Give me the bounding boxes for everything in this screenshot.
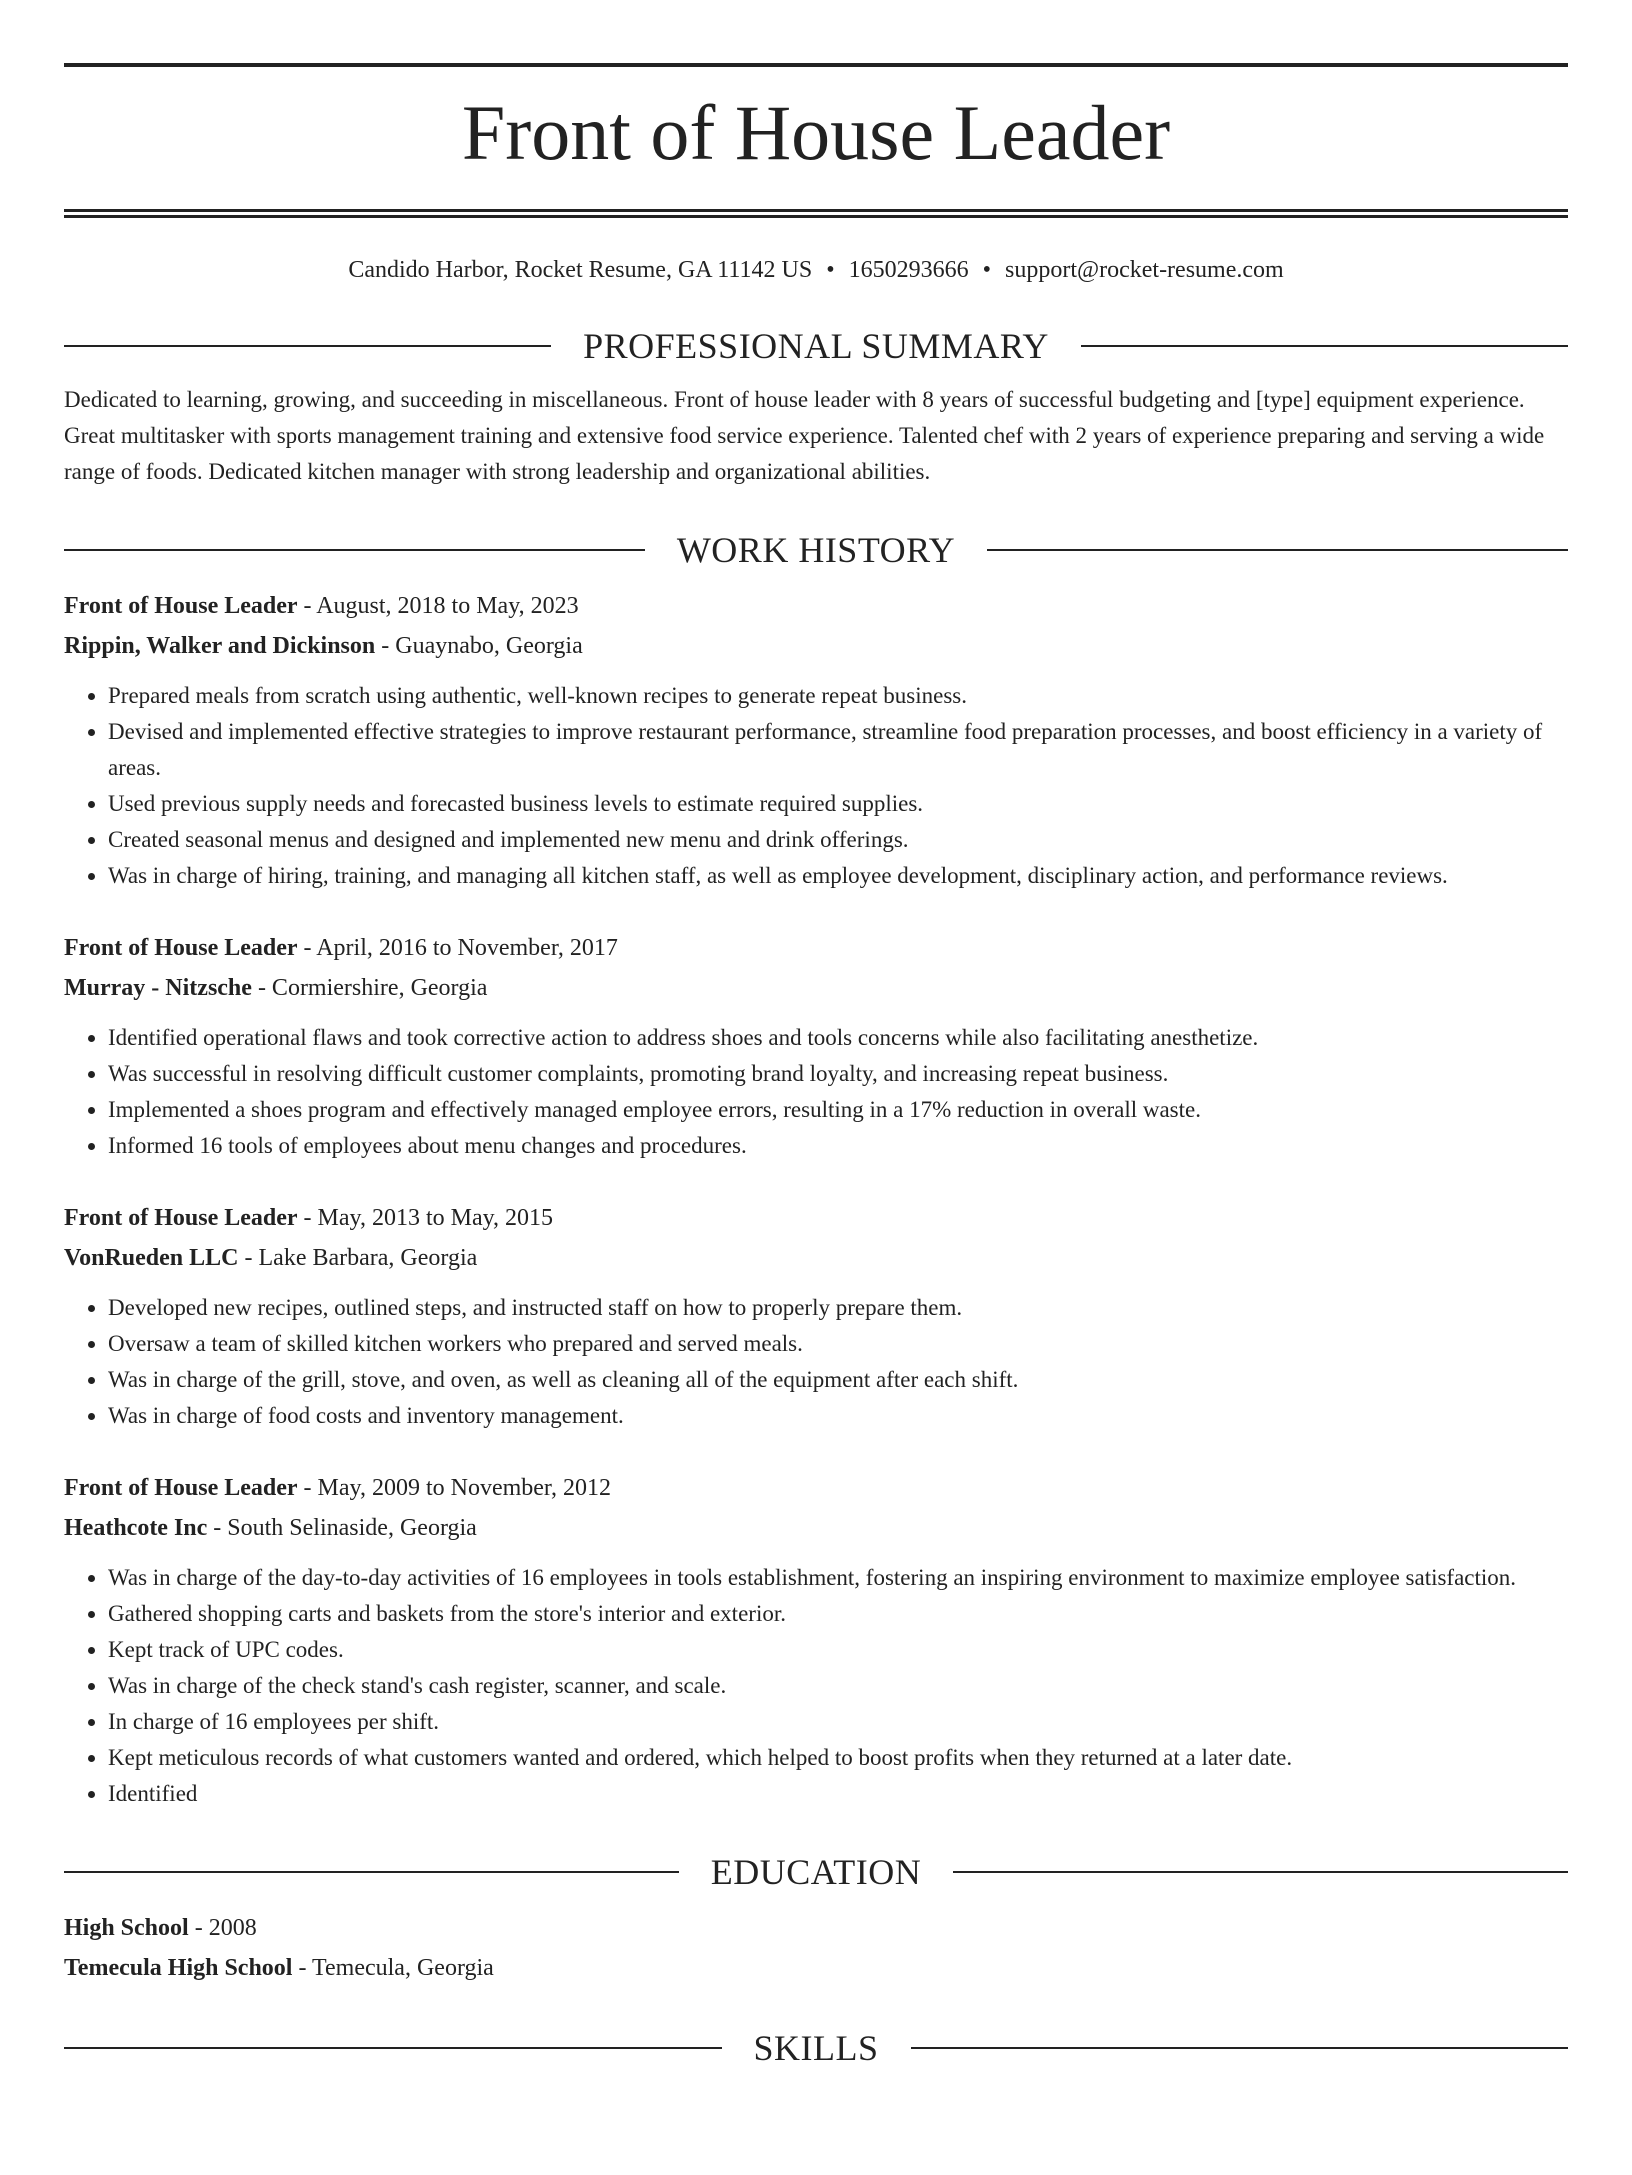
education-school-line <box>64 1948 1568 1988</box>
job-bullet: • Oversaw a team of skilled kitchen workers who prepared and served meals. <box>108 1326 1568 1362</box>
contact-separator: • <box>982 257 991 283</box>
job-bullet: • Was in charge of hiring, training, and managing all kitchen staff, as well as employee development, disciplinary action, and performance reviews. <box>108 858 1568 894</box>
heading-rule-left <box>64 549 645 551</box>
job-entry <box>64 586 1568 894</box>
job-bullet: • Was in charge of the day-to-day activities of 16 employees in tools establishment, fostering an inspiring environment to maximize employee satisfaction. <box>108 1560 1568 1596</box>
job-bullet-list <box>64 678 1568 894</box>
job-location: - Lake Barbara, Georgia <box>238 1245 478 1271</box>
job-location: - Guaynabo, Georgia <box>375 633 583 659</box>
heading-rule-right <box>953 1871 1568 1873</box>
heading-rule-left <box>64 1871 679 1873</box>
summary-text: Dedicated to learning, growing, and succeeding in miscellaneous. Front of house leader with 8 years of successful budgeting and [type] equipment experience. Great multitasker with sports management training and extensive food service experience. Talented chef with 2 years of experience preparing and serving a wide range of foods. Dedicated kitchen manager with strong leadership and organizational abilities. <box>64 387 1545 484</box>
job-bullet: • Identified operational flaws and took corrective action to address shoes and tools concerns while also facilitating anesthetize. <box>108 1020 1568 1056</box>
contact-address: Candido Harbor, Rocket Resume, GA 11142 US <box>348 257 813 283</box>
job-bullet: • Kept meticulous records of what customers wanted and ordered, which helped to boost profits when they returned at a later date. <box>108 1740 1568 1776</box>
summary-section-heading <box>64 324 1568 368</box>
job-company: Heathcote Inc <box>64 1515 208 1541</box>
resume-title: Front of House Leader <box>461 89 1171 176</box>
summary-heading-label: PROFESSIONAL SUMMARY <box>583 326 1049 366</box>
title-double-rule <box>64 209 1568 218</box>
job-bullet: • Kept track of UPC codes. <box>108 1632 1568 1668</box>
job-title-line <box>64 1468 1568 1508</box>
skills-section-heading <box>64 2026 1568 2070</box>
work-section-heading <box>64 528 1568 572</box>
job-title: Front of House Leader <box>64 1205 298 1231</box>
job-bullet-list <box>64 1290 1568 1434</box>
job-bullet: • Was successful in resolving difficult customer complaints, promoting brand loyalty, and increasing repeat business. <box>108 1056 1568 1092</box>
resume-page <box>0 63 1632 2175</box>
contact-separator: • <box>826 257 835 283</box>
job-bullet: • Implemented a shoes program and effectively managed employee errors, resulting in a 17% reduction in overall waste. <box>108 1092 1568 1128</box>
job-bullet: • Gathered shopping carts and baskets from the store's interior and exterior. <box>108 1596 1568 1632</box>
job-entry <box>64 1468 1568 1812</box>
education-section-heading <box>64 1850 1568 1894</box>
job-bullet: • Used previous supply needs and forecasted business levels to estimate required supplies. <box>108 786 1568 822</box>
job-title-line <box>64 1198 1568 1238</box>
job-bullet: • Identified <box>108 1776 1568 1812</box>
job-company: VonRueden LLC <box>64 1245 239 1271</box>
contact-phone: 1650293666 <box>848 257 969 283</box>
education-school: Temecula High School <box>64 1955 293 1981</box>
job-dates: - May, 2009 to November, 2012 <box>297 1475 611 1501</box>
job-company-line <box>64 968 1568 1008</box>
job-title: Front of House Leader <box>64 935 298 961</box>
education-degree-line <box>64 1908 1568 1948</box>
job-bullet: • Was in charge of food costs and inventory management. <box>108 1398 1568 1434</box>
job-company-line <box>64 626 1568 666</box>
job-title: Front of House Leader <box>64 1475 298 1501</box>
top-rule <box>64 63 1568 67</box>
job-bullet-list <box>64 1020 1568 1164</box>
job-entry <box>64 1198 1568 1434</box>
education-location: - Temecula, Georgia <box>292 1955 494 1981</box>
job-location: - South Selinaside, Georgia <box>207 1515 477 1541</box>
job-company-line <box>64 1238 1568 1278</box>
job-bullet: • Prepared meals from scratch using authentic, well-known recipes to generate repeat business. <box>108 678 1568 714</box>
job-dates: - May, 2013 to May, 2015 <box>297 1205 554 1231</box>
heading-rule-left <box>64 345 551 347</box>
contact-line <box>64 254 1568 286</box>
job-bullet: • Developed new recipes, outlined steps, and instructed staff on how to properly prepare them. <box>108 1290 1568 1326</box>
job-company: Rippin, Walker and Dickinson <box>64 633 376 659</box>
contact-email: support@rocket-resume.com <box>1005 257 1284 283</box>
job-location: - Cormiershire, Georgia <box>251 975 488 1001</box>
education-degree: High School <box>64 1915 189 1941</box>
job-entry <box>64 928 1568 1164</box>
heading-rule-right <box>1081 345 1568 347</box>
education-heading-label: EDUCATION <box>710 1852 922 1892</box>
education-year: - 2008 <box>188 1915 257 1941</box>
job-bullet: • Was in charge of the grill, stove, and oven, as well as cleaning all of the equipment after each shift. <box>108 1362 1568 1398</box>
heading-rule-left <box>64 2047 722 2049</box>
job-bullet: • Created seasonal menus and designed and implemented new menu and drink offerings. <box>108 822 1568 858</box>
job-title-line <box>64 928 1568 968</box>
skills-heading-label: SKILLS <box>753 2028 879 2068</box>
heading-rule-right <box>987 549 1568 551</box>
job-title: Front of House Leader <box>64 593 298 619</box>
job-title-line <box>64 586 1568 626</box>
job-company-line <box>64 1508 1568 1548</box>
job-bullet-list <box>64 1560 1568 1812</box>
job-bullet: • In charge of 16 employees per shift. <box>108 1704 1568 1740</box>
heading-rule-right <box>911 2047 1569 2049</box>
job-bullet: • Informed 16 tools of employees about menu changes and procedures. <box>108 1128 1568 1164</box>
job-list <box>64 586 1568 1812</box>
job-bullet: • Devised and implemented effective strategies to improve restaurant performance, streamline food preparation processes, and boost efficiency in a variety of areas. <box>108 714 1568 786</box>
job-company: Murray - Nitzsche <box>64 975 252 1001</box>
job-dates: - April, 2016 to November, 2017 <box>297 935 618 961</box>
job-dates: - August, 2018 to May, 2023 <box>297 593 579 619</box>
job-bullet: • Was in charge of the check stand's cash register, scanner, and scale. <box>108 1668 1568 1704</box>
work-heading-label: WORK HISTORY <box>676 530 956 570</box>
education-entry <box>64 1908 1568 1988</box>
